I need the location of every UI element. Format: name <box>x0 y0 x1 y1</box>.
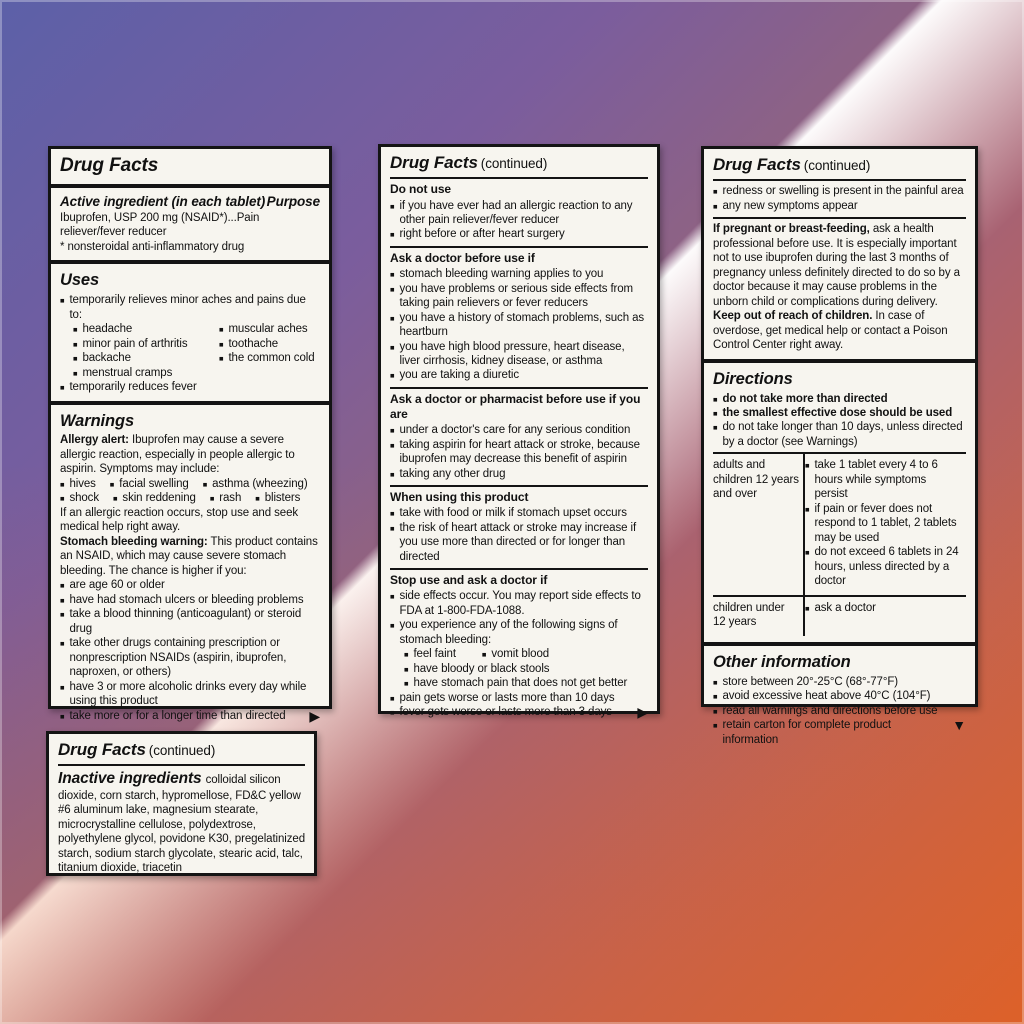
dosage-bullet: ■ ask a doctor <box>805 601 962 615</box>
other-information-title: Other information <box>713 652 851 671</box>
symptom-item: ■ facial swelling <box>110 477 189 491</box>
stop-use-subrow <box>404 647 648 661</box>
uses-item: ■ the common cold <box>219 351 315 365</box>
divider <box>58 764 305 766</box>
stop-use-sub-bullet: ■ vomit blood <box>482 647 549 661</box>
symptom-item: ■ hives <box>60 477 96 491</box>
stomach-bleeding-warning: Stomach bleeding warning: This product contains an NSAID, which may cause severe stomach bleeding. The chance is higher if you: <box>60 535 318 577</box>
warning-bullet: ■ have had stomach ulcers or bleeding problems <box>60 593 320 607</box>
dosage-row1-label: adults and children 12 years and over <box>713 454 805 594</box>
panel2-title-section <box>381 147 657 726</box>
allergy-followup: If an allergic reaction occurs, stop use and seek medical help right away. <box>60 506 299 534</box>
panel3-continued-label: (continued) <box>803 158 871 173</box>
warning-bullet: ■ are age 60 or older <box>60 578 320 592</box>
ask-pharmacist-bullet: ■ under a doctor's care for any serious condition <box>390 423 648 437</box>
panel1-title: Drug Facts <box>60 155 159 176</box>
nsaid-footnote: * nonsteroidal anti-inflammatory drug <box>60 240 245 253</box>
warning-bullet: ■ take a blood thinning (anticoagulant) or steroid drug <box>60 607 320 636</box>
warnings-section <box>51 401 329 729</box>
warning-bullet: ■ have 3 or more alcoholic drinks every day while using this product <box>60 680 320 709</box>
symptom-warning-bullet: ■ redness or swelling is present in the painful area <box>713 184 966 198</box>
panel4-title: Drug Facts <box>58 740 146 759</box>
stop-use-heading: Stop use and ask a doctor if <box>390 573 548 588</box>
dosage-bullet: ■ do not exceed 6 tablets in 24 hours, unless directed by a doctor <box>805 545 962 588</box>
uses-title: Uses <box>60 271 100 290</box>
other-information-section <box>704 642 975 753</box>
ask-doctor-heading: Ask a doctor before use if <box>390 250 535 265</box>
ask-doctor-bullet: ■ you have problems or serious side effects from taking pain relievers or fever reducers <box>390 282 648 311</box>
stop-use-sub-bullet: ■ feel faint <box>404 647 456 661</box>
directions-title: Directions <box>713 369 793 388</box>
warning-bullet: ■ take more or for a longer time than directed ▶ <box>60 709 320 723</box>
uses-column-1 <box>73 322 219 380</box>
dosage-row2-label: children under 12 years <box>713 595 805 636</box>
ask-pharmacist-bullet: ■ taking aspirin for heart attack or stroke, because ibuprofen may decrease this benefit of aspirin <box>390 438 648 467</box>
directions-bullet: ■ the smallest effective dose should be used <box>713 406 966 420</box>
divider <box>713 217 966 219</box>
divider <box>390 568 648 570</box>
do-not-use-heading: Do not use <box>390 182 451 197</box>
directions-bullet: ■ do not take more than directed <box>713 392 966 406</box>
panel3-top-section <box>704 149 975 359</box>
uses-columns <box>73 322 320 380</box>
ask-pharmacist-heading: Ask a doctor or pharmacist before use if you are <box>390 391 641 422</box>
symptom-warning-bullet: ■ any new symptoms appear <box>713 199 966 213</box>
panel4-section <box>49 734 314 882</box>
continue-right-icon: ▶ <box>637 704 648 721</box>
do-not-use-bullet: ■ right before or after heart surgery <box>390 227 648 241</box>
uses-section <box>51 260 329 400</box>
uses-item: ■ toothache <box>219 337 315 351</box>
uses-item: ■ backache <box>73 351 219 365</box>
stop-use-bullet: ■ side effects occur. You may report side effects to FDA at 1-800-FDA-1088. <box>390 589 648 618</box>
stop-use-bullet: ■ pain gets worse or lasts more than 10 days <box>390 691 648 705</box>
ask-doctor-bullet: ■ you are taking a diuretic <box>390 368 648 382</box>
warning-bullet: ■ take other drugs containing prescription or nonprescription NSAIDs (aspirin, ibuprofen, naproxen, or others) <box>60 636 320 679</box>
continue-down-icon: ▼ <box>952 717 966 734</box>
panel2-title: Drug Facts <box>390 153 478 172</box>
other-info-bullet: ■ avoid excessive heat above 40°C (104°F) <box>713 689 966 703</box>
uses-item: ■ menstrual cramps <box>73 366 219 380</box>
symptom-item: ■ blisters <box>255 491 300 505</box>
uses-outro-bullet: ■ temporarily reduces fever <box>60 380 320 394</box>
symptoms-row-1 <box>60 477 320 491</box>
dosage-bullet: ■ take 1 tablet every 4 to 6 hours while symptoms persist <box>805 458 962 501</box>
uses-intro-bullet: ■ temporarily relieves minor aches and pains due to: <box>60 293 320 322</box>
inactive-ingredients: Inactive ingredients colloidal silicon dioxide, corn starch, hypromellose, FD&C yellow #6 aluminum lake, magnesium stearate, microcrystalline cellulose, polydextrose, polyethylene glycol, povidone K30, pregelatinized starch, sodium starch glycolate, stearic acid, talc, titanium dioxide, triacetin <box>58 770 305 875</box>
keep-out-of-reach-warning: Keep out of reach of children. In case of overdose, get medical help or contact a Poison Control Center right away. <box>713 310 948 352</box>
do-not-use-bullet: ■ if you have ever had an allergic reaction to any other pain reliever/fever reducer <box>390 199 648 228</box>
dosage-row2-instructions <box>805 595 966 636</box>
divider <box>390 246 648 248</box>
panel2-continued-label: (continued) <box>480 156 548 171</box>
symptom-item: ■ rash <box>210 491 241 505</box>
symptom-item: ■ shock <box>60 491 99 505</box>
panel4-continued-label: (continued) <box>148 743 216 758</box>
divider <box>390 485 648 487</box>
ask-doctor-bullet: ■ you have high blood pressure, heart disease, liver cirrhosis, kidney disease, or asthma <box>390 340 648 369</box>
when-using-bullet: ■ take with food or milk if stomach upset occurs <box>390 506 648 520</box>
dosage-table <box>713 452 966 635</box>
panel3-title: Drug Facts <box>713 155 801 174</box>
divider <box>390 387 648 389</box>
ask-pharmacist-bullet: ■ taking any other drug <box>390 467 648 481</box>
stop-use-sub-bullet: ■ have bloody or black stools <box>404 662 648 676</box>
active-ingredient-heading: Active ingredient (in each tablet) <box>60 193 266 209</box>
other-info-bullet: ■ read all warnings and directions before use <box>713 704 966 718</box>
stop-use-sub-bullet: ■ have stomach pain that does not get better <box>404 676 648 690</box>
uses-column-2 <box>219 322 315 380</box>
panel-drug-facts-main <box>48 146 332 724</box>
inactive-ingredients-heading: Inactive ingredients <box>58 770 202 788</box>
dosage-row1-instructions <box>805 454 966 594</box>
symptom-item: ■ asthma (wheezing) <box>203 477 308 491</box>
other-info-bullet: ■ retain carton for complete product information ▼ <box>713 718 966 747</box>
panel-drug-facts-continued-middle <box>378 144 660 721</box>
divider <box>713 179 966 181</box>
other-info-bullet: ■ store between 20°-25°C (68°-77°F) <box>713 675 966 689</box>
directions-bullet: ■ do not take longer than 10 days, unless directed by a doctor (see Warnings) <box>713 420 966 449</box>
uses-item: ■ muscular aches <box>219 322 315 336</box>
allergy-alert: Allergy alert: Ibuprofen may cause a severe allergic reaction, especially in people allergic to aspirin. Symptoms may include: <box>60 434 295 476</box>
purpose-heading: Purpose <box>266 193 320 209</box>
pregnancy-warning: If pregnant or breast-feeding, ask a health professional before use. It is especially important not to use ibuprofen during the last 3 months of pregnancy unless definitely directed to do so by a doctor because it may cause problems in the unborn child or complications during delivery. <box>713 223 960 308</box>
ask-doctor-bullet: ■ you have a history of stomach problems, such as heartburn <box>390 311 648 340</box>
divider <box>390 177 648 179</box>
uses-item: ■ minor pain of arthritis <box>73 337 219 351</box>
active-ingredient-line: Ibuprofen, USP 200 mg (NSAID*)...Pain reliever/fever reducer <box>60 211 260 239</box>
active-ingredient-section <box>51 184 329 260</box>
symptom-item: ■ skin reddening <box>113 491 196 505</box>
continue-right-icon: ▶ <box>309 707 320 724</box>
ask-doctor-bullet: ■ stomach bleeding warning applies to you <box>390 267 648 281</box>
panel1-title-section <box>51 149 329 184</box>
warnings-title: Warnings <box>60 411 135 430</box>
panel-inactive-ingredients <box>46 731 317 876</box>
stop-use-bullet: ■ you experience any of the following signs of stomach bleeding: <box>390 618 648 647</box>
panel-drug-facts-continued-right <box>701 146 978 746</box>
stop-use-bullet: ■ fever gets worse or lasts more than 3 days ▶ <box>390 705 648 719</box>
symptoms-row-2 <box>60 491 320 505</box>
when-using-heading: When using this product <box>390 490 529 505</box>
directions-section <box>704 359 975 642</box>
uses-item: ■ headache <box>73 322 219 336</box>
dosage-bullet: ■ if pain or fever does not respond to 1 tablet, 2 tablets may be used <box>805 502 962 545</box>
when-using-bullet: ■ the risk of heart attack or stroke may increase if you use more than directed or for longer than directed <box>390 521 648 564</box>
